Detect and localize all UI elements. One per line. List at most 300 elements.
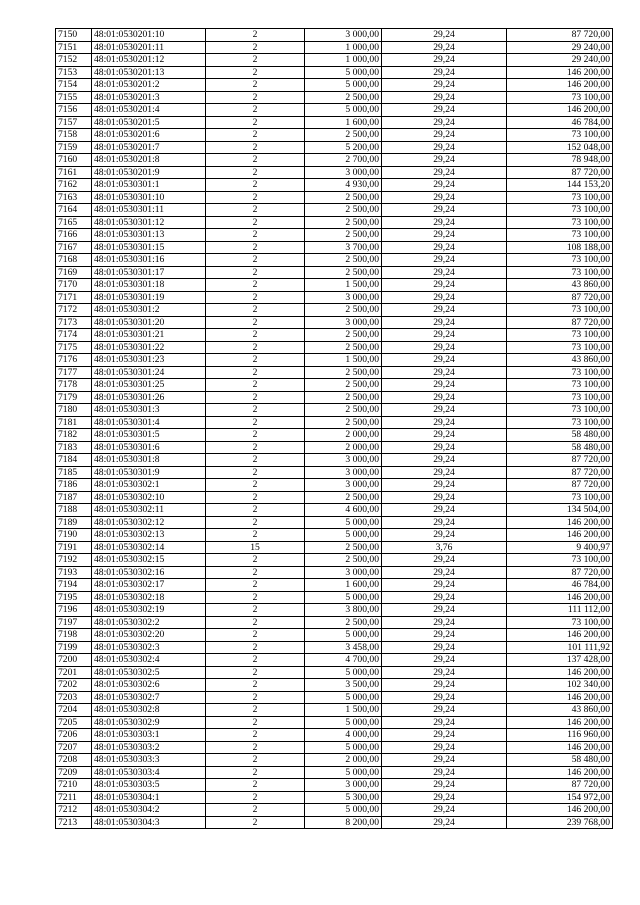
total-value-cell: 73 100,00: [507, 216, 613, 229]
rate-value-cell: 29,24: [382, 129, 507, 142]
area-value-cell: 2 500,00: [305, 191, 382, 204]
cadastral-number-cell: 48:01:0530304:3: [92, 816, 206, 829]
total-value-cell: 101 111,92: [507, 641, 613, 654]
row-number-cell: 7195: [56, 591, 92, 604]
category-code-cell: 2: [206, 791, 305, 804]
category-code-cell: 2: [206, 766, 305, 779]
cadastral-number-cell: 48:01:0530201:9: [92, 166, 206, 179]
cadastral-number-cell: 48:01:0530201:10: [92, 29, 206, 42]
area-value-cell: 5 000,00: [305, 529, 382, 542]
category-code-cell: 2: [206, 204, 305, 217]
area-value-cell: 5 000,00: [305, 516, 382, 529]
total-value-cell: 73 100,00: [507, 266, 613, 279]
rate-value-cell: 29,24: [382, 229, 507, 242]
category-code-cell: 2: [206, 91, 305, 104]
area-value-cell: 1 500,00: [305, 704, 382, 717]
total-value-cell: 73 100,00: [507, 204, 613, 217]
total-value-cell: 87 720,00: [507, 29, 613, 42]
cadastral-number-cell: 48:01:0530301:18: [92, 279, 206, 292]
category-code-cell: 2: [206, 416, 305, 429]
category-code-cell: 2: [206, 579, 305, 592]
area-value-cell: 2 500,00: [305, 341, 382, 354]
cadastral-number-cell: 48:01:0530302:11: [92, 504, 206, 517]
row-number-cell: 7160: [56, 154, 92, 167]
row-number-cell: 7162: [56, 179, 92, 192]
cadastral-number-cell: 48:01:0530301:17: [92, 266, 206, 279]
category-code-cell: 2: [206, 704, 305, 717]
total-value-cell: 43 860,00: [507, 279, 613, 292]
category-code-cell: 2: [206, 279, 305, 292]
total-value-cell: 108 188,00: [507, 241, 613, 254]
rate-value-cell: 29,24: [382, 79, 507, 92]
total-value-cell: 146 200,00: [507, 104, 613, 117]
category-code-cell: 2: [206, 629, 305, 642]
area-value-cell: 3 000,00: [305, 454, 382, 467]
rate-value-cell: 29,24: [382, 216, 507, 229]
row-number-cell: 7172: [56, 304, 92, 317]
category-code-cell: 2: [206, 641, 305, 654]
cadastral-number-cell: 48:01:0530303:2: [92, 741, 206, 754]
area-value-cell: 1 600,00: [305, 579, 382, 592]
table-row: [56, 691, 613, 704]
total-value-cell: 146 200,00: [507, 529, 613, 542]
cadastral-number-cell: 48:01:0530302:5: [92, 666, 206, 679]
rate-value-cell: 29,24: [382, 116, 507, 129]
area-value-cell: 2 700,00: [305, 154, 382, 167]
total-value-cell: 73 100,00: [507, 304, 613, 317]
category-code-cell: 2: [206, 116, 305, 129]
category-code-cell: 2: [206, 441, 305, 454]
row-number-cell: 7188: [56, 504, 92, 517]
area-value-cell: 2 500,00: [305, 129, 382, 142]
row-number-cell: 7171: [56, 291, 92, 304]
table-body: [56, 29, 613, 829]
cadastral-number-cell: 48:01:0530302:3: [92, 641, 206, 654]
row-number-cell: 7157: [56, 116, 92, 129]
row-number-cell: 7166: [56, 229, 92, 242]
cadastral-number-cell: 48:01:0530201:7: [92, 141, 206, 154]
table-row: [56, 266, 613, 279]
row-number-cell: 7182: [56, 429, 92, 442]
total-value-cell: 58 480,00: [507, 441, 613, 454]
rate-value-cell: 29,24: [382, 91, 507, 104]
area-value-cell: 2 500,00: [305, 404, 382, 417]
cadastral-number-cell: 48:01:0530301:5: [92, 429, 206, 442]
total-value-cell: 29 240,00: [507, 54, 613, 67]
table-row: [56, 254, 613, 267]
area-value-cell: 5 000,00: [305, 804, 382, 817]
table-row: [56, 116, 613, 129]
table-row: [56, 554, 613, 567]
area-value-cell: 5 000,00: [305, 104, 382, 117]
area-value-cell: 2 500,00: [305, 541, 382, 554]
row-number-cell: 7174: [56, 329, 92, 342]
row-number-cell: 7207: [56, 741, 92, 754]
total-value-cell: 46 784,00: [507, 116, 613, 129]
total-value-cell: 102 340,00: [507, 679, 613, 692]
rate-value-cell: 29,24: [382, 679, 507, 692]
area-value-cell: 1 600,00: [305, 116, 382, 129]
table-row: [56, 166, 613, 179]
rate-value-cell: 29,24: [382, 379, 507, 392]
cadastral-number-cell: 48:01:0530301:25: [92, 379, 206, 392]
category-code-cell: 2: [206, 729, 305, 742]
table-row: [56, 791, 613, 804]
rate-value-cell: 29,24: [382, 704, 507, 717]
area-value-cell: 2 500,00: [305, 491, 382, 504]
total-value-cell: 73 100,00: [507, 616, 613, 629]
cadastral-number-cell: 48:01:0530301:9: [92, 466, 206, 479]
row-number-cell: 7211: [56, 791, 92, 804]
category-code-cell: 2: [206, 466, 305, 479]
row-number-cell: 7167: [56, 241, 92, 254]
category-code-cell: 2: [206, 104, 305, 117]
row-number-cell: 7213: [56, 816, 92, 829]
row-number-cell: 7151: [56, 41, 92, 54]
table-row: [56, 654, 613, 667]
row-number-cell: 7191: [56, 541, 92, 554]
area-value-cell: 1 500,00: [305, 354, 382, 367]
table-row: [56, 404, 613, 417]
cadastral-number-cell: 48:01:0530201:8: [92, 154, 206, 167]
row-number-cell: 7196: [56, 604, 92, 617]
row-number-cell: 7186: [56, 479, 92, 492]
total-value-cell: 73 100,00: [507, 404, 613, 417]
rate-value-cell: 29,24: [382, 141, 507, 154]
table-row: [56, 779, 613, 792]
rate-value-cell: 29,24: [382, 266, 507, 279]
cadastral-number-cell: 48:01:0530302:19: [92, 604, 206, 617]
area-value-cell: 2 500,00: [305, 616, 382, 629]
cadastral-number-cell: 48:01:0530303:1: [92, 729, 206, 742]
table-row: [56, 304, 613, 317]
cadastral-number-cell: 48:01:0530301:1: [92, 179, 206, 192]
table-row: [56, 604, 613, 617]
table-row: [56, 529, 613, 542]
area-value-cell: 2 500,00: [305, 266, 382, 279]
total-value-cell: 146 200,00: [507, 691, 613, 704]
total-value-cell: 144 153,20: [507, 179, 613, 192]
total-value-cell: 73 100,00: [507, 391, 613, 404]
row-number-cell: 7208: [56, 754, 92, 767]
cadastral-number-cell: 48:01:0530301:11: [92, 204, 206, 217]
cadastral-number-cell: 48:01:0530302:10: [92, 491, 206, 504]
cadastral-number-cell: 48:01:0530302:18: [92, 591, 206, 604]
row-number-cell: 7163: [56, 191, 92, 204]
total-value-cell: 87 720,00: [507, 479, 613, 492]
total-value-cell: 134 504,00: [507, 504, 613, 517]
area-value-cell: 2 000,00: [305, 441, 382, 454]
total-value-cell: 137 428,00: [507, 654, 613, 667]
cadastral-number-cell: 48:01:0530302:9: [92, 716, 206, 729]
area-value-cell: 3 000,00: [305, 779, 382, 792]
category-code-cell: 2: [206, 329, 305, 342]
table-row: [56, 816, 613, 829]
table-row: [56, 316, 613, 329]
category-code-cell: 2: [206, 566, 305, 579]
table-row: [56, 379, 613, 392]
table-row: [56, 516, 613, 529]
area-value-cell: 2 500,00: [305, 91, 382, 104]
total-value-cell: 146 200,00: [507, 741, 613, 754]
category-code-cell: 2: [206, 166, 305, 179]
area-value-cell: 2 000,00: [305, 754, 382, 767]
cadastral-number-cell: 48:01:0530201:3: [92, 91, 206, 104]
cadastral-number-cell: 48:01:0530301:26: [92, 391, 206, 404]
category-code-cell: 2: [206, 741, 305, 754]
row-number-cell: 7183: [56, 441, 92, 454]
category-code-cell: 2: [206, 266, 305, 279]
area-value-cell: 5 000,00: [305, 766, 382, 779]
area-value-cell: 3 000,00: [305, 566, 382, 579]
category-code-cell: 2: [206, 816, 305, 829]
rate-value-cell: 29,24: [382, 54, 507, 67]
area-value-cell: 2 500,00: [305, 216, 382, 229]
table-row: [56, 141, 613, 154]
cadastral-number-cell: 48:01:0530301:21: [92, 329, 206, 342]
total-value-cell: 73 100,00: [507, 254, 613, 267]
table-row: [56, 179, 613, 192]
cadastral-number-cell: 48:01:0530304:1: [92, 791, 206, 804]
total-value-cell: 73 100,00: [507, 554, 613, 567]
row-number-cell: 7184: [56, 454, 92, 467]
rate-value-cell: 29,24: [382, 504, 507, 517]
row-number-cell: 7209: [56, 766, 92, 779]
row-number-cell: 7205: [56, 716, 92, 729]
table-row: [56, 466, 613, 479]
cadastral-number-cell: 48:01:0530301:19: [92, 291, 206, 304]
category-code-cell: 2: [206, 679, 305, 692]
table-row: [56, 679, 613, 692]
table-row: [56, 241, 613, 254]
rate-value-cell: 29,24: [382, 691, 507, 704]
area-value-cell: 1 000,00: [305, 41, 382, 54]
total-value-cell: 87 720,00: [507, 779, 613, 792]
table-row: [56, 479, 613, 492]
cadastral-number-cell: 48:01:0530302:13: [92, 529, 206, 542]
category-code-cell: 2: [206, 141, 305, 154]
total-value-cell: 78 948,00: [507, 154, 613, 167]
area-value-cell: 5 000,00: [305, 666, 382, 679]
rate-value-cell: 29,24: [382, 179, 507, 192]
area-value-cell: 2 500,00: [305, 554, 382, 567]
row-number-cell: 7198: [56, 629, 92, 642]
area-value-cell: 4 600,00: [305, 504, 382, 517]
row-number-cell: 7181: [56, 416, 92, 429]
rate-value-cell: 29,24: [382, 291, 507, 304]
rate-value-cell: 29,24: [382, 816, 507, 829]
cadastral-number-cell: 48:01:0530301:3: [92, 404, 206, 417]
cadastral-number-cell: 48:01:0530301:12: [92, 216, 206, 229]
row-number-cell: 7159: [56, 141, 92, 154]
total-value-cell: 73 100,00: [507, 341, 613, 354]
table-row: [56, 766, 613, 779]
rate-value-cell: 29,24: [382, 404, 507, 417]
row-number-cell: 7203: [56, 691, 92, 704]
total-value-cell: 146 200,00: [507, 716, 613, 729]
category-code-cell: 2: [206, 454, 305, 467]
table-row: [56, 154, 613, 167]
rate-value-cell: 29,24: [382, 316, 507, 329]
category-code-cell: 2: [206, 366, 305, 379]
area-value-cell: 2 500,00: [305, 379, 382, 392]
table-row: [56, 716, 613, 729]
table-row: [56, 666, 613, 679]
cadastral-number-cell: 48:01:0530201:2: [92, 79, 206, 92]
row-number-cell: 7178: [56, 379, 92, 392]
cadastral-number-cell: 48:01:0530201:13: [92, 66, 206, 79]
category-code-cell: 2: [206, 229, 305, 242]
category-code-cell: 2: [206, 354, 305, 367]
row-number-cell: 7192: [56, 554, 92, 567]
total-value-cell: 146 200,00: [507, 79, 613, 92]
row-number-cell: 7180: [56, 404, 92, 417]
category-code-cell: 2: [206, 616, 305, 629]
total-value-cell: 43 860,00: [507, 354, 613, 367]
table-row: [56, 291, 613, 304]
row-number-cell: 7194: [56, 579, 92, 592]
table-row: [56, 229, 613, 242]
total-value-cell: 73 100,00: [507, 191, 613, 204]
table-row: [56, 191, 613, 204]
table-row: [56, 566, 613, 579]
table-row: [56, 579, 613, 592]
area-value-cell: 3 000,00: [305, 479, 382, 492]
category-code-cell: 2: [206, 479, 305, 492]
cadastral-number-cell: 48:01:0530302:14: [92, 541, 206, 554]
table-row: [56, 429, 613, 442]
row-number-cell: 7200: [56, 654, 92, 667]
rate-value-cell: 29,24: [382, 579, 507, 592]
total-value-cell: 146 200,00: [507, 591, 613, 604]
cadastral-number-cell: 48:01:0530301:4: [92, 416, 206, 429]
category-code-cell: 2: [206, 716, 305, 729]
category-code-cell: 2: [206, 79, 305, 92]
table-row: [56, 366, 613, 379]
row-number-cell: 7150: [56, 29, 92, 42]
table-row: [56, 454, 613, 467]
table-row: [56, 79, 613, 92]
category-code-cell: 2: [206, 516, 305, 529]
rate-value-cell: 29,24: [382, 366, 507, 379]
row-number-cell: 7206: [56, 729, 92, 742]
category-code-cell: 2: [206, 491, 305, 504]
row-number-cell: 7152: [56, 54, 92, 67]
category-code-cell: 2: [206, 254, 305, 267]
cadastral-number-cell: 48:01:0530301:20: [92, 316, 206, 329]
area-value-cell: 5 000,00: [305, 79, 382, 92]
table-row: [56, 129, 613, 142]
table-row: [56, 204, 613, 217]
total-value-cell: 73 100,00: [507, 491, 613, 504]
rate-value-cell: 29,24: [382, 591, 507, 604]
total-value-cell: 87 720,00: [507, 316, 613, 329]
cadastral-number-cell: 48:01:0530302:12: [92, 516, 206, 529]
total-value-cell: 87 720,00: [507, 166, 613, 179]
area-value-cell: 5 200,00: [305, 141, 382, 154]
rate-value-cell: 29,24: [382, 341, 507, 354]
cadastral-number-cell: 48:01:0530301:24: [92, 366, 206, 379]
table-row: [56, 391, 613, 404]
row-number-cell: 7212: [56, 804, 92, 817]
area-value-cell: 5 000,00: [305, 591, 382, 604]
category-code-cell: 2: [206, 404, 305, 417]
table-row: [56, 704, 613, 717]
table-row: [56, 66, 613, 79]
rate-value-cell: 29,24: [382, 629, 507, 642]
row-number-cell: 7190: [56, 529, 92, 542]
area-value-cell: 3 000,00: [305, 316, 382, 329]
total-value-cell: 154 972,00: [507, 791, 613, 804]
category-code-cell: 2: [206, 304, 305, 317]
total-value-cell: 87 720,00: [507, 566, 613, 579]
row-number-cell: 7154: [56, 79, 92, 92]
cadastral-number-cell: 48:01:0530302:7: [92, 691, 206, 704]
rate-value-cell: 29,24: [382, 416, 507, 429]
cadastral-number-cell: 48:01:0530301:22: [92, 341, 206, 354]
cadastral-number-cell: 48:01:0530301:16: [92, 254, 206, 267]
category-code-cell: 2: [206, 691, 305, 704]
row-number-cell: 7161: [56, 166, 92, 179]
area-value-cell: 3 458,00: [305, 641, 382, 654]
cadastral-number-cell: 48:01:0530201:6: [92, 129, 206, 142]
area-value-cell: 2 500,00: [305, 254, 382, 267]
total-value-cell: 43 860,00: [507, 704, 613, 717]
cadastral-number-cell: 48:01:0530304:2: [92, 804, 206, 817]
rate-value-cell: 29,24: [382, 666, 507, 679]
total-value-cell: 146 200,00: [507, 804, 613, 817]
table-row: [56, 629, 613, 642]
rate-value-cell: 29,24: [382, 491, 507, 504]
table-row: [56, 341, 613, 354]
row-number-cell: 7187: [56, 491, 92, 504]
row-number-cell: 7210: [56, 779, 92, 792]
row-number-cell: 7164: [56, 204, 92, 217]
cadastral-table: [55, 28, 613, 829]
area-value-cell: 5 000,00: [305, 691, 382, 704]
area-value-cell: 4 700,00: [305, 654, 382, 667]
total-value-cell: 73 100,00: [507, 129, 613, 142]
area-value-cell: 5 000,00: [305, 716, 382, 729]
area-value-cell: 3 700,00: [305, 241, 382, 254]
total-value-cell: 58 480,00: [507, 754, 613, 767]
rate-value-cell: 29,24: [382, 529, 507, 542]
category-code-cell: 2: [206, 654, 305, 667]
rate-value-cell: 29,24: [382, 204, 507, 217]
category-code-cell: 2: [206, 341, 305, 354]
row-number-cell: 7176: [56, 354, 92, 367]
area-value-cell: 8 200,00: [305, 816, 382, 829]
cadastral-number-cell: 48:01:0530302:6: [92, 679, 206, 692]
rate-value-cell: 29,24: [382, 554, 507, 567]
area-value-cell: 2 500,00: [305, 304, 382, 317]
category-code-cell: 2: [206, 591, 305, 604]
total-value-cell: 9 400,97: [507, 541, 613, 554]
rate-value-cell: 29,24: [382, 41, 507, 54]
rate-value-cell: 29,24: [382, 354, 507, 367]
area-value-cell: 4 930,00: [305, 179, 382, 192]
row-number-cell: 7173: [56, 316, 92, 329]
row-number-cell: 7201: [56, 666, 92, 679]
rate-value-cell: 29,24: [382, 154, 507, 167]
table-row: [56, 641, 613, 654]
table-row: [56, 216, 613, 229]
row-number-cell: 7197: [56, 616, 92, 629]
category-code-cell: 2: [206, 529, 305, 542]
category-code-cell: 2: [206, 429, 305, 442]
rate-value-cell: 29,24: [382, 329, 507, 342]
table-row: [56, 54, 613, 67]
